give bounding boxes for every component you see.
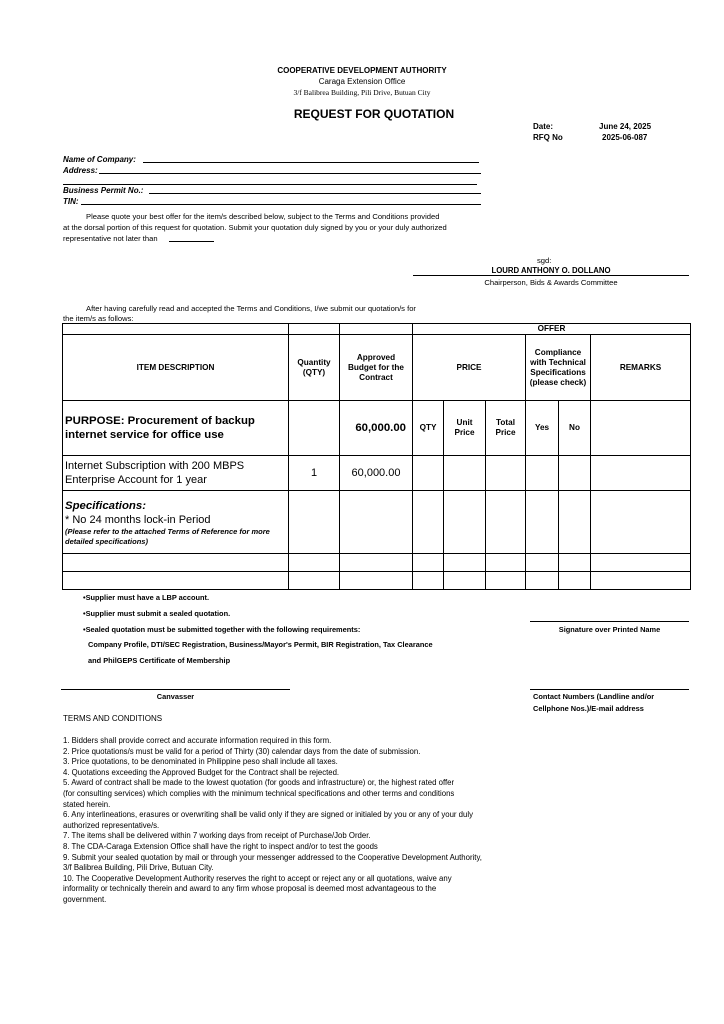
spec-line: * No 24 months lock-in Period — [65, 514, 211, 526]
date-value: June 24, 2025 — [599, 122, 652, 131]
address-label: Address: — [63, 166, 98, 175]
note-5: and PhilGEPS Certificate of Membership — [88, 656, 231, 665]
contact-label-2: Cellphone Nos.)/E-mail address — [533, 704, 644, 713]
signatory-title: Chairperson, Bids & Awards Committee — [484, 278, 618, 287]
term-item: 9. Submit your sealed quotation by mail or through your messenger addressed to the Cooperative Development Authority, — [63, 852, 482, 862]
item-row — [63, 456, 691, 491]
after-line-2: the item/s as follows: — [63, 314, 134, 323]
company-field[interactable] — [143, 162, 479, 163]
rfq-label: RFQ No — [533, 133, 563, 142]
price-header: PRICE — [413, 335, 526, 401]
address-field[interactable] — [99, 173, 481, 174]
term-item: informality or technically therein and award to any firm whose proposal is deemed most advantageous to the — [63, 884, 437, 894]
company-label: Name of Company: — [63, 155, 136, 164]
quantity-header: Quantity (QTY) — [289, 335, 340, 401]
org-name: COOPERATIVE DEVELOPMENT AUTHORITY — [277, 66, 447, 75]
intro-line-3: representative not later than — [63, 234, 158, 243]
term-item: 10. The Cooperative Development Authority reserves the right to accept or reject any or all quotations, waive any — [63, 873, 452, 883]
total-price-subheader: Total Price — [486, 401, 526, 456]
rfq-value: 2025-06-087 — [602, 133, 648, 142]
tin-field[interactable] — [81, 204, 481, 205]
yes-checkbox[interactable] — [526, 456, 559, 491]
offer-row — [63, 324, 691, 335]
unit-price-input[interactable] — [444, 456, 486, 491]
spec-cell — [63, 491, 289, 554]
note-3: •Sealed quotation must be submitted together with the following requirements: — [83, 625, 361, 634]
term-item: authorized representative/s. — [63, 820, 160, 830]
permit-field[interactable] — [149, 193, 481, 194]
purpose-budget: 60,000.00 — [340, 401, 413, 456]
remarks-header: REMARKS — [591, 335, 691, 401]
total-price-input[interactable] — [486, 456, 526, 491]
term-item: 8. The CDA-Caraga Extension Office shall have the right to inspect and/or to test the goods — [63, 841, 378, 851]
item-budget: 60,000.00 — [340, 456, 413, 491]
after-line-1: After having carefully read and accepted the Terms and Conditions, I/we submit our quotation/s for — [86, 304, 416, 313]
remarks-input[interactable] — [591, 456, 691, 491]
empty-row — [63, 554, 691, 572]
term-item: 5. Award of contract shall be made to the lowest quotation (for goods and infrastructure) or, the highest rated offer — [63, 778, 455, 788]
unit-price-subheader: Unit Price — [444, 401, 486, 456]
spec-note: (Please refer to the attached Terms of Reference for more detailed specifications) — [65, 527, 270, 546]
deadline-field[interactable] — [169, 241, 214, 242]
contact-field[interactable] — [530, 689, 689, 690]
spec-title: Specifications: — [65, 500, 147, 512]
canvasser-field[interactable] — [61, 689, 290, 690]
abc-header: Approved Budget for the Contract — [340, 335, 413, 401]
tin-label: TIN: — [63, 197, 79, 206]
term-item: (for consulting services) which complies with the minimum technical specifications and other terms and conditions — [63, 788, 455, 798]
quotation-table — [62, 323, 691, 590]
empty-row — [63, 572, 691, 590]
office-address: 3/f Balibrea Building, Pili Drive, Butuan City — [293, 88, 431, 97]
term-item: 7. The items shall be delivered within 7 working days from receipt of Purchase/Job Order. — [63, 831, 371, 841]
date-label: Date: — [533, 122, 554, 131]
address-field-2[interactable] — [63, 184, 477, 185]
yes-subheader: Yes — [526, 401, 559, 456]
term-item: 1. Bidders shall provide correct and accurate information required in this form. — [63, 736, 332, 745]
term-item: 2. Price quotations/s must be valid for a period of Thirty (30) calendar days from the date of submission. — [63, 746, 421, 756]
qty-input[interactable] — [413, 456, 444, 491]
item-description-header: ITEM DESCRIPTION — [63, 335, 289, 401]
contact-label-1: Contact Numbers (Landline and/or — [533, 692, 655, 701]
note-4: Company Profile, DTI/SEC Registration, Business/Mayor's Permit, BIR Registration, Tax Clearance — [88, 640, 433, 649]
spec-row — [63, 491, 691, 554]
header-row — [63, 335, 691, 401]
term-item: 3. Price quotations, to be denominated in Philippine peso shall include all taxes. — [63, 757, 338, 767]
permit-label: Business Permit No.: — [63, 186, 144, 195]
signatory-name: LOURD ANTHONY O. DOLLANO — [491, 266, 611, 275]
note-1: •Supplier must have a LBP account. — [83, 593, 210, 602]
sgd-label: sgd: — [537, 256, 552, 265]
canvasser-label: Canvasser — [156, 692, 195, 701]
term-item: stated herein. — [63, 799, 111, 809]
term-item: 6. Any interlineations, erasures or overwriting shall be valid only if they are signed or initialed by you or any of your duly — [63, 810, 473, 820]
no-checkbox[interactable] — [559, 456, 591, 491]
offer-header: OFFER — [413, 324, 691, 335]
term-item: 3/f Balibrea Building, Pili Drive, Butuan City. — [63, 863, 214, 873]
purpose-cell: PURPOSE: Procurement of backup internet service for office use — [63, 401, 289, 456]
item-quantity: 1 — [289, 456, 340, 491]
signature-field[interactable] — [530, 621, 689, 622]
terms-list — [63, 736, 482, 906]
page-title: REQUEST FOR QUOTATION — [293, 107, 455, 121]
terms-title: TERMS AND CONDITIONS — [63, 714, 163, 723]
signatory-line — [413, 275, 689, 276]
intro-line-1: Please quote your best offer for the item/s described below, subject to the Terms and Conditions provided — [86, 212, 440, 221]
qty-subheader: QTY — [413, 401, 444, 456]
office-name: Caraga Extension Office — [318, 77, 406, 86]
compliance-header: Compliance with Technical Specifications (please check) — [526, 335, 591, 401]
signature-label: Signature over Printed Name — [558, 625, 661, 634]
note-2: •Supplier must submit a sealed quotation. — [83, 609, 231, 618]
no-subheader: No — [559, 401, 591, 456]
term-item: 4. Quotations exceeding the Approved Budget for the Contract shall be rejected. — [63, 767, 340, 777]
term-item: government. — [63, 894, 107, 904]
item-description: Internet Subscription with 200 MBPS Enterprise Account for 1 year — [63, 456, 289, 491]
intro-line-2: at the dorsal portion of this request for quotation. Submit your quotation duly signed by you or your duly authorized — [63, 223, 447, 232]
purpose-row — [63, 401, 691, 456]
